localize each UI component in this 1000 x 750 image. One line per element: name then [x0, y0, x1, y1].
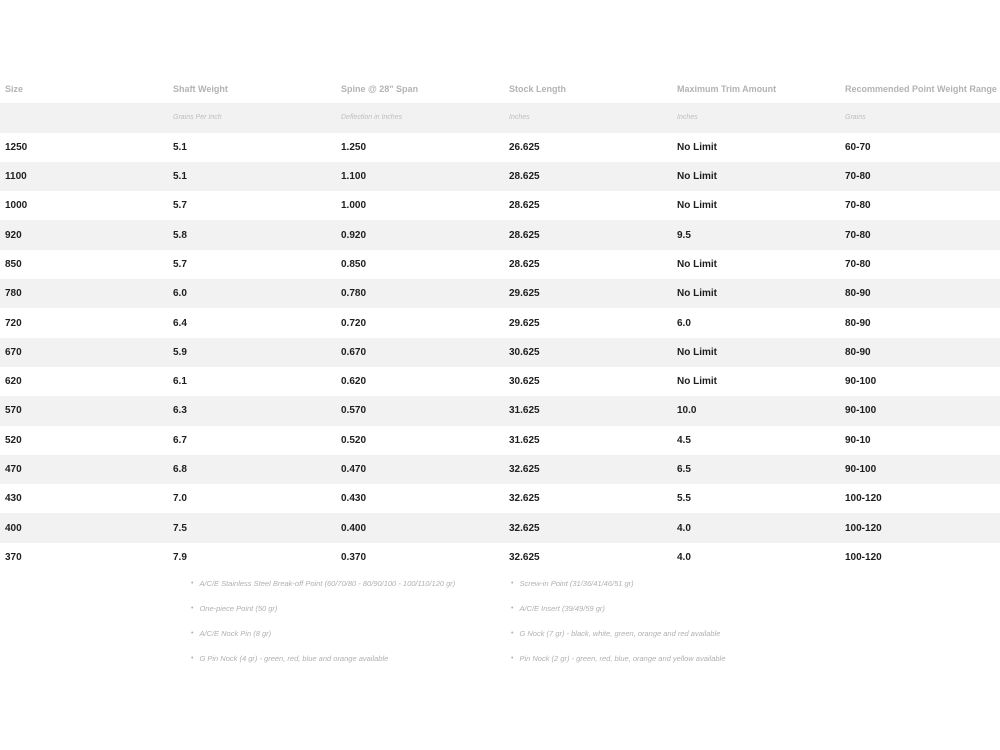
note-item [511, 629, 720, 638]
cell-size: 1250 [5, 141, 28, 153]
cell-spine: 1.000 [341, 200, 367, 212]
cell-point-weight: 80-90 [845, 317, 871, 329]
cell-shaft-weight: 5.9 [173, 346, 187, 358]
cell-point-weight: 90-100 [845, 405, 877, 417]
column-header-max-trim: Maximum Trim Amount [677, 83, 777, 94]
note-item [191, 579, 455, 588]
bullet-icon: • [191, 655, 194, 662]
cell-point-weight: 70-80 [845, 171, 871, 183]
table-header-row [0, 74, 1000, 103]
cell-spine: 0.720 [341, 317, 367, 329]
cell-stock-length: 32.625 [509, 522, 540, 534]
bullet-icon: • [511, 605, 514, 612]
cell-size: 520 [5, 434, 22, 446]
cell-size: 1000 [5, 200, 28, 212]
cell-spine: 1.250 [341, 141, 367, 153]
spec-table [0, 74, 1000, 572]
cell-size: 470 [5, 464, 22, 475]
cell-spine: 0.400 [341, 522, 367, 534]
cell-stock-length: 30.625 [509, 346, 540, 358]
cell-shaft-weight: 6.4 [173, 317, 187, 329]
cell-point-weight: 70-80 [845, 258, 871, 270]
cell-stock-length: 30.625 [509, 376, 540, 388]
cell-point-weight: 100-120 [845, 493, 882, 505]
note-item [191, 604, 277, 613]
cell-point-weight: 70-80 [845, 200, 871, 212]
cell-size: 400 [5, 522, 22, 534]
cell-size: 850 [5, 258, 22, 270]
cell-spine: 0.430 [341, 493, 367, 505]
cell-spine: 0.520 [341, 434, 367, 446]
column-header-stock-length: Stock Length [509, 83, 567, 94]
cell-size: 720 [5, 317, 22, 329]
cell-point-weight: 70-80 [845, 229, 871, 241]
cell-spine: 0.920 [341, 229, 367, 241]
table-row [0, 250, 1000, 279]
unit-shaft-weight: Grains Per Inch [173, 114, 222, 122]
table-row [0, 338, 1000, 367]
cell-size: 430 [5, 493, 22, 505]
table-row [0, 367, 1000, 396]
cell-max-trim: 5.5 [677, 493, 691, 505]
table-row [0, 484, 1000, 513]
bullet-icon: • [191, 605, 194, 612]
cell-max-trim: No Limit [677, 346, 717, 358]
cell-stock-length: 28.625 [509, 229, 540, 241]
cell-size: 620 [5, 376, 22, 388]
table-row [0, 191, 1000, 220]
cell-stock-length: 28.625 [509, 171, 540, 183]
cell-point-weight: 100-120 [845, 522, 882, 534]
cell-spine: 0.670 [341, 346, 367, 358]
table-row [0, 543, 1000, 572]
cell-point-weight: 90-100 [845, 376, 877, 388]
cell-stock-length: 28.625 [509, 200, 540, 212]
cell-max-trim: No Limit [677, 258, 717, 270]
bullet-icon: • [511, 580, 514, 587]
cell-size: 780 [5, 288, 22, 300]
cell-shaft-weight: 7.9 [173, 551, 187, 563]
cell-size: 570 [5, 405, 22, 417]
bullet-icon: • [511, 655, 514, 662]
note-text: A/C/E Insert (39/49/59 gr) [519, 604, 605, 613]
cell-stock-length: 26.625 [509, 141, 540, 153]
note-item [191, 654, 388, 663]
cell-spine: 0.470 [341, 464, 367, 475]
table-row [0, 426, 1000, 455]
note-item [511, 604, 605, 613]
table-row [0, 455, 1000, 484]
cell-shaft-weight: 6.0 [173, 288, 187, 300]
unit-spine: Deflection in Inches [341, 114, 403, 122]
cell-stock-length: 32.625 [509, 551, 540, 563]
table-row [0, 220, 1000, 249]
table-row [0, 279, 1000, 308]
cell-point-weight: 100-120 [845, 551, 882, 563]
cell-stock-length: 31.625 [509, 405, 540, 417]
unit-point-weight: Grains [845, 114, 866, 122]
cell-shaft-weight: 6.3 [173, 405, 187, 417]
cell-shaft-weight: 6.7 [173, 434, 187, 446]
note-text: A/C/E Stainless Steel Break-off Point (60/70/80 - 80/90/100 - 100/110/120 gr) [199, 579, 456, 588]
cell-max-trim: 4.0 [677, 522, 691, 534]
column-header-size: Size [5, 83, 24, 94]
cell-point-weight: 90-100 [845, 464, 877, 475]
cell-stock-length: 32.625 [509, 464, 540, 475]
cell-shaft-weight: 5.8 [173, 229, 187, 241]
bullet-icon: • [191, 630, 194, 637]
cell-max-trim: No Limit [677, 141, 717, 153]
cell-stock-length: 32.625 [509, 493, 540, 505]
table-row [0, 308, 1000, 337]
column-header-point-weight: Recommended Point Weight Range [845, 83, 997, 94]
cell-shaft-weight: 7.0 [173, 493, 187, 505]
cell-spine: 0.620 [341, 376, 367, 388]
bullet-icon: • [511, 630, 514, 637]
table-row [0, 513, 1000, 542]
cell-stock-length: 31.625 [509, 434, 540, 446]
cell-shaft-weight: 6.1 [173, 376, 187, 388]
cell-max-trim: 10.0 [677, 405, 697, 417]
bullet-icon: • [191, 580, 194, 587]
cell-spine: 1.100 [341, 171, 367, 183]
cell-spine: 0.850 [341, 258, 367, 270]
cell-shaft-weight: 5.7 [173, 200, 187, 212]
cell-shaft-weight: 6.8 [173, 464, 187, 475]
cell-spine: 0.370 [341, 551, 367, 563]
cell-max-trim: 4.5 [677, 434, 691, 446]
note-text: A/C/E Nock Pin (8 gr) [199, 629, 272, 638]
cell-size: 370 [5, 551, 22, 563]
cell-shaft-weight: 5.1 [173, 141, 187, 153]
cell-point-weight: 80-90 [845, 346, 871, 358]
note-text: Screw-in Point (31/36/41/46/51 gr) [519, 579, 634, 588]
note-text: G Nock (7 gr) - black, white, green, orange and red available [519, 629, 721, 638]
unit-stock-length: Inches [509, 114, 530, 122]
table-row [0, 396, 1000, 425]
cell-shaft-weight: 5.1 [173, 171, 187, 183]
cell-stock-length: 29.625 [509, 317, 540, 329]
table-row [0, 162, 1000, 191]
cell-stock-length: 28.625 [509, 258, 540, 270]
note-text: One-piece Point (50 gr) [199, 604, 278, 613]
column-header-spine: Spine @ 28" Span [341, 83, 419, 94]
cell-size: 670 [5, 346, 22, 358]
note-text: G Pin Nock (4 gr) - green, red, blue and orange available [199, 654, 389, 663]
note-item [511, 579, 634, 588]
column-header-shaft-weight: Shaft Weight [173, 83, 228, 94]
cell-shaft-weight: 7.5 [173, 522, 187, 534]
cell-size: 1100 [5, 171, 27, 183]
cell-max-trim: No Limit [677, 171, 717, 183]
cell-spine: 0.570 [341, 405, 367, 417]
cell-max-trim: 6.0 [677, 317, 691, 329]
cell-max-trim: No Limit [677, 200, 717, 212]
accessory-notes [0, 570, 1000, 675]
cell-point-weight: 90-10 [845, 434, 871, 446]
table-row [0, 133, 1000, 162]
cell-max-trim: 4.0 [677, 551, 691, 563]
cell-max-trim: 9.5 [677, 229, 691, 241]
cell-stock-length: 29.625 [509, 288, 540, 300]
cell-max-trim: 6.5 [677, 464, 691, 475]
note-text: Pin Nock (2 gr) - green, red, blue, orange and yellow available [519, 654, 726, 663]
cell-shaft-weight: 5.7 [173, 258, 187, 270]
table-units-row [0, 103, 1000, 132]
unit-max-trim: Inches [677, 114, 698, 122]
note-item [191, 629, 271, 638]
note-item [511, 654, 725, 663]
cell-max-trim: No Limit [677, 288, 717, 300]
cell-max-trim: No Limit [677, 376, 717, 388]
cell-point-weight: 60-70 [845, 141, 871, 153]
cell-point-weight: 80-90 [845, 288, 871, 300]
cell-spine: 0.780 [341, 288, 367, 300]
cell-size: 920 [5, 229, 22, 241]
